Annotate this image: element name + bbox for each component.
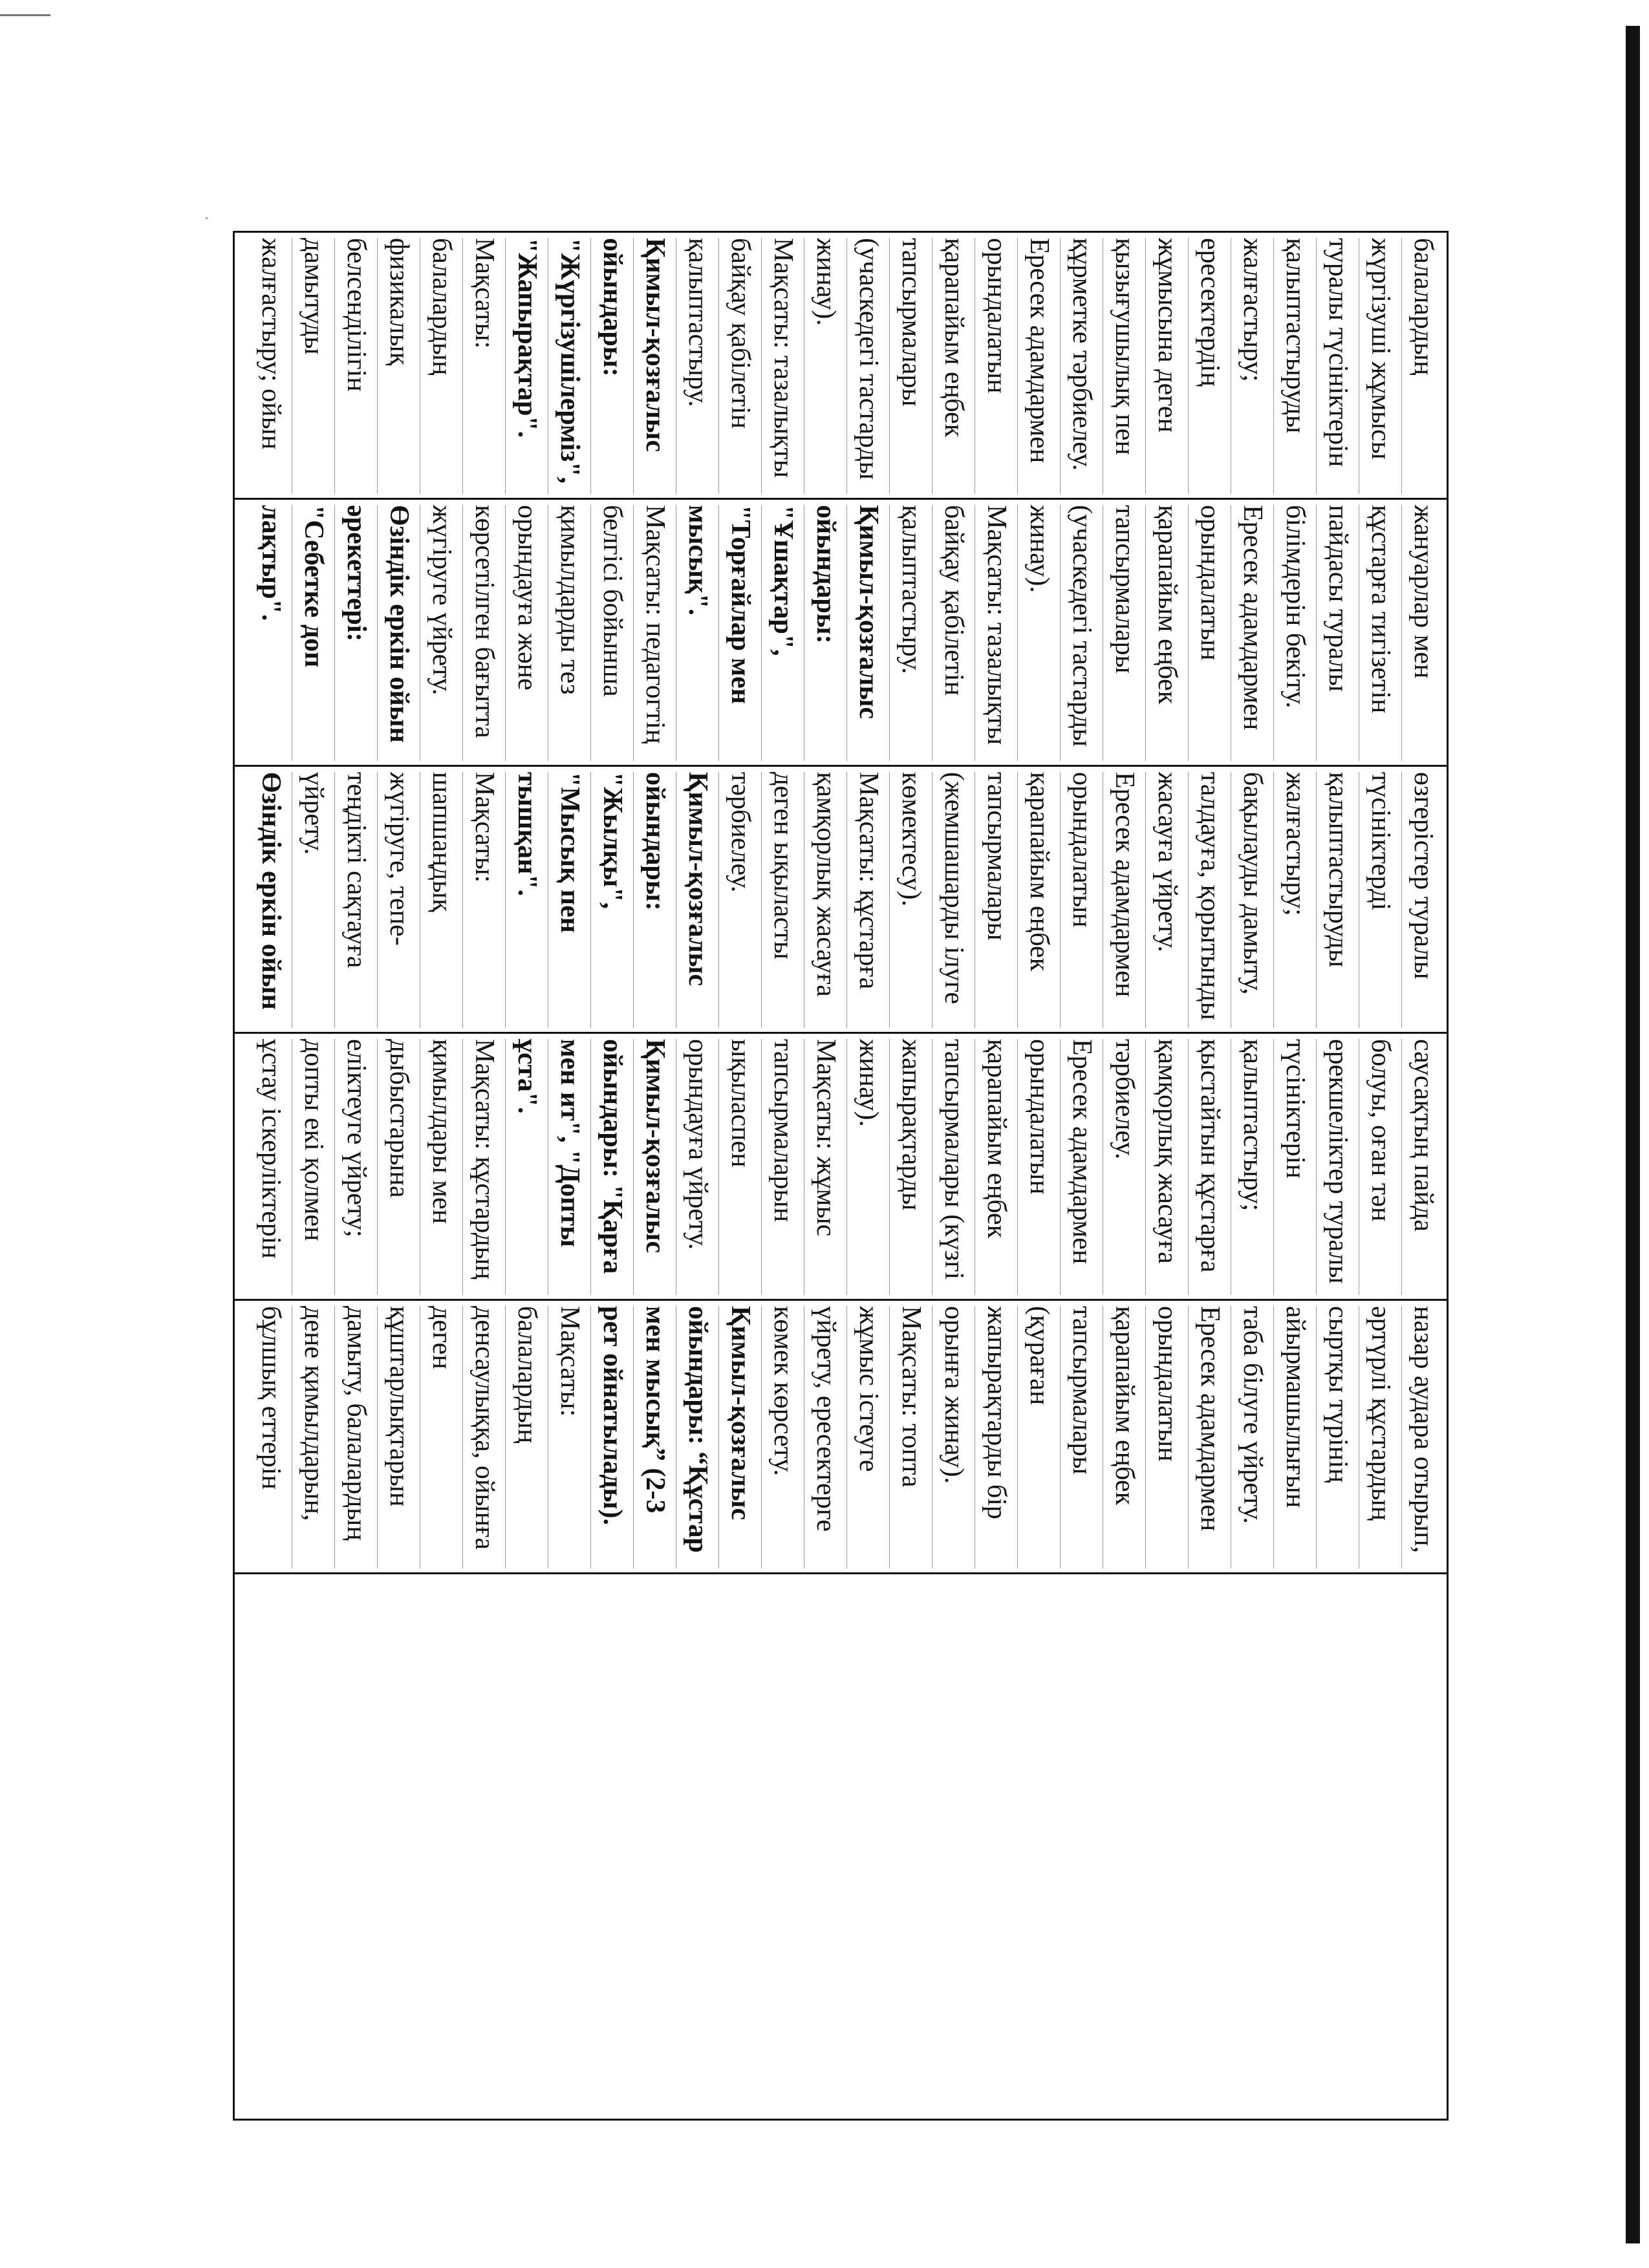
cell-line: лақтыр". (256, 505, 286, 621)
cell-line: ұста". (505, 1039, 548, 1295)
cell-line: жұмыс істеуге (846, 1306, 889, 1568)
cell-line: "Ұшақтар", (761, 505, 804, 761)
cell-line: қарапайым еңбек (1017, 772, 1060, 1028)
table-cell-col-3 (234, 766, 1448, 1033)
cell-line: қызығушылық пен (1103, 238, 1145, 494)
cell-line: "Торғайлар мен (718, 505, 761, 761)
cell-line: орындалатын (975, 238, 1017, 494)
cell-line: таба білуге үйрету. (1231, 1306, 1273, 1568)
cell-line: бақылауды дамыту, (1231, 772, 1273, 1028)
cell-line: жалғастыру; (1273, 772, 1316, 1028)
cell-line: Қимыл-қозғалыс (676, 772, 718, 1028)
cell-line: ойындары: (633, 772, 676, 1028)
cell-line: қарапайым еңбек (932, 238, 975, 494)
cell-line: еліктеуге үйрету; (334, 1039, 377, 1295)
cell-lines (250, 1306, 1444, 1568)
cell-line: тапсырмалары (1103, 505, 1145, 761)
cell-line: жүргізуші жұмысы (1359, 238, 1401, 494)
cell-line: Қимыл-қозғалыс (633, 238, 676, 494)
cell-line: пайдасы туралы (1316, 505, 1359, 761)
cell-line: физикалық (377, 238, 420, 494)
cell-lines (250, 505, 1444, 761)
cell-line: дамыту, балалардың (334, 1306, 377, 1568)
cell-line: рет ойнатылады). (590, 1306, 633, 1568)
cell-line: жұмысына деген (1145, 238, 1188, 494)
cell-line: орынға жинау). (932, 1306, 975, 1568)
cell-line: денсаулыққа, ойынға (462, 1306, 505, 1568)
cell-line: мысық". (676, 505, 718, 761)
cell-line: жинау). (1017, 505, 1060, 761)
cell-line: қамқорлық жасауға (804, 772, 846, 1028)
cell-line: жинау). (846, 1039, 889, 1295)
cell-line: орындауға және (505, 505, 548, 761)
cell-line: дене қимылдарын, (292, 1306, 334, 1568)
cell-line: жапырақтарды (889, 1039, 932, 1295)
cell-line: Өзіндік еркін ойын (377, 505, 420, 761)
cell-line: орындалатын (1017, 1039, 1060, 1295)
cell-line: Мақсаты: құстарға (846, 772, 889, 1028)
cell-line: белгісі бойынша (590, 505, 633, 761)
cell-line: байқау қабілетін (932, 505, 975, 761)
cell-line: мен ит", "Допты (548, 1039, 590, 1295)
cell-line: (учаскедегі тастарды (1060, 505, 1103, 761)
cell-line: Мақсаты: топта (889, 1306, 932, 1568)
cell-line: "Жүргізушілерміз", (548, 238, 590, 494)
cell-line: ойындары: (590, 238, 633, 494)
cell-line: дамытуды (292, 238, 334, 494)
cell-line: "Мысық пен (548, 772, 590, 1028)
cell-lines (250, 772, 1444, 1028)
cell-line: жүгіруге үйрету. (420, 505, 462, 761)
cell-line: "Жылқы", (590, 772, 633, 1028)
cell-line: жүгіруге, тепе- (377, 772, 420, 1028)
cell-line: Ересек адамдармен (1188, 1306, 1231, 1568)
cell-line: назар аудара отырып, (1401, 1306, 1444, 1568)
cell-line: көмектесу). (889, 772, 932, 1028)
cell-line: балалардың (420, 238, 462, 494)
cell-line: байқау қабілетін (718, 238, 761, 494)
cell-line: әртүрлі құстардың (1359, 1306, 1401, 1568)
cell-line: Мақсаты: тазалықты (975, 505, 1017, 761)
cell-line: қалыптастыруды (1316, 772, 1359, 1028)
cell-line: белсенділігін (334, 238, 377, 494)
cell-line: айырмашылығын (1273, 1306, 1316, 1568)
cell-line: қамқорлық жасауға (1145, 1039, 1188, 1295)
cell-line: Ересек адамдармен (1103, 772, 1145, 1028)
cell-line: Мақсаты: тазалықты (761, 238, 804, 494)
cell-line: "Себетке доп (292, 505, 334, 761)
cell-line: Мақсаты: (548, 1306, 590, 1568)
cell-line: бұлшық еттерін (256, 1306, 286, 1490)
scan-mark (0, 14, 50, 16)
cell-line: ықыласпен (718, 1039, 761, 1295)
cell-line: сыртқы түрінің (1316, 1306, 1359, 1568)
table-cell-col-2 (234, 499, 1448, 766)
cell-line: жасауға үйрету. (1145, 772, 1188, 1028)
cell-line: Қимыл-қозғалыс (718, 1306, 761, 1568)
cell-line: тапсырмаларын (761, 1039, 804, 1295)
cell-line: түсініктерін (1273, 1039, 1316, 1295)
cell-line: құрметке тәрбиелеу. (1060, 238, 1103, 494)
cell-line: орындалатын (1060, 772, 1103, 1028)
cell-line: ұстау іскерліктерін (256, 1039, 286, 1259)
cell-line: көрсетілген бағытта (462, 505, 505, 761)
cell-line: мен мысық” (2-3 (633, 1306, 676, 1568)
cell-line: дыбыстарына (377, 1039, 420, 1295)
cell-line: түсініктерді (1359, 772, 1401, 1028)
cell-line: ойындары: (804, 505, 846, 761)
cell-line: қарапайым еңбек (975, 1039, 1017, 1295)
cell-line: өзгерістер туралы (1401, 772, 1444, 1028)
cell-line: (учаскедегі тастарды (846, 238, 889, 494)
cell-line: үйрету. (292, 772, 334, 1028)
cell-line: Мақсаты: құстардың (462, 1039, 505, 1295)
cell-line: орындалатын (1188, 505, 1231, 761)
cell-line: қалыптастыруды (1273, 238, 1316, 494)
cell-line: құстарға тигізетін (1359, 505, 1401, 761)
cell-line: қыстайтын құстарға (1188, 1039, 1231, 1295)
cell-line: Мақсаты: жұмыс (804, 1039, 846, 1295)
cell-line: Өзіндік еркін ойын (256, 772, 286, 1010)
cell-line: болуы, оған тән (1359, 1039, 1401, 1295)
cell-line: әрекеттері: (334, 505, 377, 761)
cell-line: Мақсаты: (462, 238, 505, 494)
page-dot (206, 217, 208, 219)
cell-line: саусақтың пайда (1401, 1039, 1444, 1295)
cell-line: жалғастыру; (1231, 238, 1273, 494)
cell-line: (жемшашарды ілуге (932, 772, 975, 1028)
cell-line: құштарлықтарын (377, 1306, 420, 1568)
cell-line: білімдерін бекіту. (1273, 505, 1316, 761)
cell-line: ойындары: “Құстар (676, 1306, 718, 1568)
cell-line: жалғастыру; ойын (256, 238, 286, 450)
cell-line: қарапайым еңбек (1145, 505, 1188, 761)
table-cell-empty (234, 1574, 1448, 2120)
cell-line: балалардың (505, 1306, 548, 1568)
cell-line: Қимыл-қозғалыс (846, 505, 889, 761)
cell-line: допты екі қолмен (292, 1039, 334, 1295)
cell-line: туралы түсініктерін (1316, 238, 1359, 494)
cell-line: тышқан". (505, 772, 548, 1028)
cell-line: қимылдары мен (420, 1039, 462, 1295)
cell-line: теңдікті сақтауға (334, 772, 377, 1028)
cell-line: деген ықыласты (761, 772, 804, 1028)
cell-line: қарапайым еңбек (1103, 1306, 1145, 1568)
cell-line: жапырақтарды бір (975, 1306, 1017, 1568)
cell-line: қалыптастыру. (676, 238, 718, 494)
cell-line: деген (420, 1306, 462, 1568)
cell-line: Мақсаты: (462, 772, 505, 1028)
table-cell-col-1 (234, 232, 1448, 499)
cell-line: тапсырмалары (1060, 1306, 1103, 1568)
cell-line: шапшаңдық (420, 772, 462, 1028)
cell-line: ерекшеліктер туралы (1316, 1039, 1359, 1295)
cell-line: көмек көрсету. (761, 1306, 804, 1568)
cell-line: "Жапырақтар". (505, 238, 548, 494)
cell-line: тапсырмалары (889, 238, 932, 494)
cell-line: қимылдарды тез (548, 505, 590, 761)
cell-line: жинау). (804, 238, 846, 494)
cell-line: талдауға, қорытынды (1188, 772, 1231, 1028)
cell-line: тапсырмалары (975, 772, 1017, 1028)
cell-line: тәрбиелеу. (718, 772, 761, 1028)
cell-line: тәрбиелеу. (1103, 1039, 1145, 1295)
cell-line: Қимыл-қозғалыс (633, 1039, 676, 1295)
cell-line: балалардың (1401, 238, 1444, 494)
plan-table (233, 231, 1449, 2121)
cell-line: Мақсаты: педагогтің (633, 505, 676, 761)
cell-lines (250, 238, 1444, 494)
cell-line: тапсырмалары (күзгі (932, 1039, 975, 1295)
cell-line: Ересек адамдармен (1017, 238, 1060, 494)
cell-line: Ересек адамдармен (1231, 505, 1273, 761)
cell-line: Ересек адамдармен (1060, 1039, 1103, 1295)
cell-line: ойындары: "Қарға (590, 1039, 633, 1295)
page-edge-line (1626, 26, 1640, 2243)
cell-line: (қураған (1017, 1306, 1060, 1568)
cell-line: қалыптастыру. (889, 505, 932, 761)
cell-line: үйрету, ересектерге (804, 1306, 846, 1568)
cell-line: қалыптастыру; (1231, 1039, 1273, 1295)
cell-line: ересектердің (1188, 238, 1231, 494)
rotated-table-wrapper (233, 231, 1449, 2119)
table-cell-col-5 (234, 1300, 1448, 1574)
cell-lines (250, 1039, 1444, 1295)
table-row (234, 232, 1448, 2120)
table-cell-col-4 (234, 1033, 1448, 1300)
cell-line: орындауға үйрету. (676, 1039, 718, 1295)
cell-line: жануарлар мен (1401, 505, 1444, 761)
cell-line: орындалатын (1145, 1306, 1188, 1568)
